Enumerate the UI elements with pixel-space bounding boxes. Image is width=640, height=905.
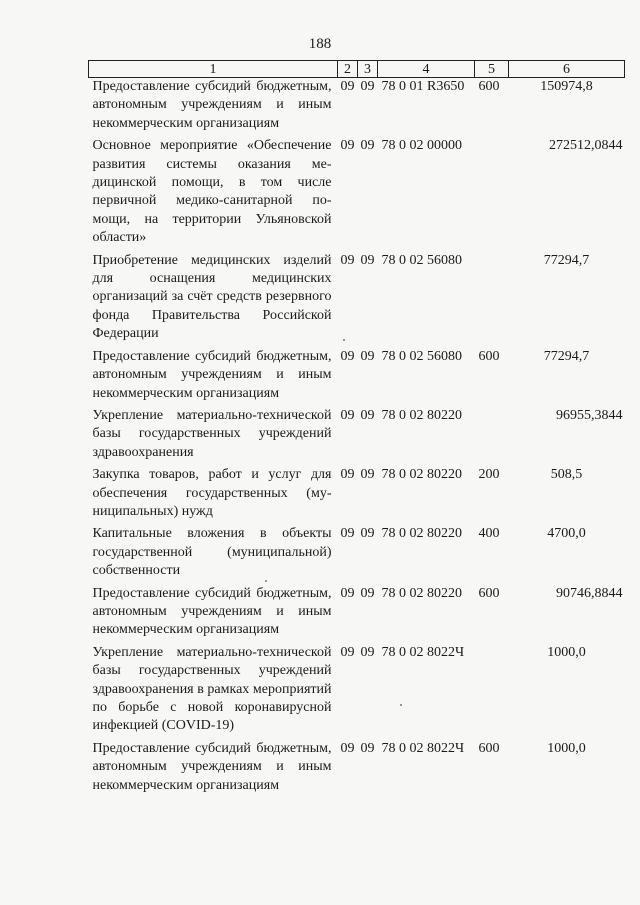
row-name: Основное мероприятие «Обеспечение развития системы оказания медицинской помощи, в том числе первичной медико-санитарной помощи, на территории Ульяновской области»: [92, 138, 332, 246]
header-col-3: 3: [358, 61, 378, 78]
row-section: 09: [340, 348, 355, 364]
row-subsection: 09: [360, 526, 375, 542]
row-expense-type: [475, 252, 509, 344]
scan-speck: [265, 580, 267, 582]
row-expense-type: [475, 407, 509, 462]
row-subsection: 09: [360, 644, 375, 660]
row-amount: 508,5: [550, 467, 583, 483]
row-subsection: 09: [360, 79, 375, 94]
row-subsection: 09: [360, 252, 375, 268]
header-col-1: 1: [89, 61, 338, 78]
row-subsection: 09: [360, 138, 375, 154]
row-expense-type: [475, 644, 509, 736]
table-row: [89, 466, 625, 521]
row-section: 09: [340, 407, 355, 423]
row-name: Предоставление субсидий бюджетным, автономным учреждениям и иным некоммерческим организациям: [92, 348, 332, 401]
row-section: 09: [340, 79, 355, 94]
budget-table: [88, 60, 625, 795]
row-target-code: 78 0 01 R3650: [381, 79, 465, 94]
table-row: [89, 78, 625, 134]
row-expense-type: 600: [478, 740, 500, 756]
row-section: 09: [340, 644, 355, 660]
row-expense-type: 600: [478, 348, 500, 364]
row-amount: 96955,3844: [556, 407, 623, 423]
row-amount: 77294,7: [543, 348, 590, 364]
scan-speck: [343, 339, 345, 341]
row-expense-type: 600: [478, 79, 500, 94]
row-subsection: 09: [360, 740, 375, 756]
row-section: 09: [340, 526, 355, 542]
table-row: [89, 252, 625, 344]
row-target-code: 78 0 02 56080: [381, 252, 462, 268]
row-name: Предоставление субсидий бюджетным, автономным учреждениям и иным некоммерческим организациям: [92, 585, 332, 638]
row-name: Предоставление субсидий бюджетным, автономным учреждениям и иным некоммерческим организациям: [92, 79, 332, 131]
row-section: 09: [340, 467, 355, 483]
table-row: [89, 525, 625, 580]
table-row: [89, 740, 625, 795]
row-expense-type: 400: [478, 526, 500, 542]
row-expense-type: 600: [478, 585, 500, 601]
row-target-code: 78 0 02 8022Ч: [381, 740, 465, 756]
row-target-code: 78 0 02 80220: [381, 526, 462, 542]
table-row: [89, 585, 625, 640]
table-row: [89, 137, 625, 247]
row-name: Предоставление субсидий бюджетным, автономным учреждениям и иным некоммерческим организациям: [92, 740, 332, 793]
scan-speck: [400, 704, 402, 706]
row-target-code: 78 0 02 80220: [381, 585, 462, 601]
header-col-5: 5: [475, 61, 509, 78]
row-subsection: 09: [360, 348, 375, 364]
row-expense-type: 200: [478, 467, 500, 483]
page-number: 188: [308, 36, 332, 52]
row-subsection: 09: [360, 585, 375, 601]
row-subsection: 09: [360, 467, 375, 483]
row-amount: 77294,7: [543, 252, 590, 268]
table-row: [89, 644, 625, 736]
row-name: Капитальные вложения в объекты государственной (муниципальной) собственности: [92, 526, 332, 579]
row-amount: 90746,8844: [556, 585, 623, 601]
row-name: Укрепление материально-технической базы государственных учреждений здравоохранения в рамках мероприятий по борьбе с новой коронавирусной инфекцией (COVID-19): [92, 644, 332, 734]
row-amount: 4700,0: [547, 526, 586, 542]
row-name: Приобретение медицинских изделий для оснащения медицинских организаций за счёт средств резервного фонда Правительства Российской Федерации: [92, 252, 332, 342]
row-target-code: 78 0 02 00000: [381, 138, 462, 154]
header-row: [89, 61, 625, 78]
row-subsection: 09: [360, 407, 375, 423]
row-name: Укрепление материально-технической базы государственных учреждений здравоохранения: [92, 407, 332, 460]
row-section: 09: [340, 138, 355, 154]
row-amount: 272512,0844: [549, 138, 623, 154]
row-amount: 1000,0: [547, 644, 586, 660]
header-col-6: 6: [509, 61, 625, 78]
header-col-4: 4: [378, 61, 475, 78]
row-target-code: 78 0 02 80220: [381, 407, 462, 423]
header-col-2: 2: [338, 61, 358, 78]
row-target-code: 78 0 02 80220: [381, 467, 462, 483]
table-row: [89, 407, 625, 462]
row-section: 09: [340, 252, 355, 268]
row-target-code: 78 0 02 8022Ч: [381, 644, 465, 660]
row-name: Закупка товаров, работ и услуг для обеспечения государственных (муниципальных) нужд: [92, 467, 332, 519]
table-row: [89, 348, 625, 403]
row-section: 09: [340, 585, 355, 601]
row-expense-type: [475, 137, 509, 247]
row-amount: 150974,8: [540, 79, 593, 94]
row-target-code: 78 0 02 56080: [381, 348, 462, 364]
row-amount: 1000,0: [547, 740, 586, 756]
row-section: 09: [340, 740, 355, 756]
